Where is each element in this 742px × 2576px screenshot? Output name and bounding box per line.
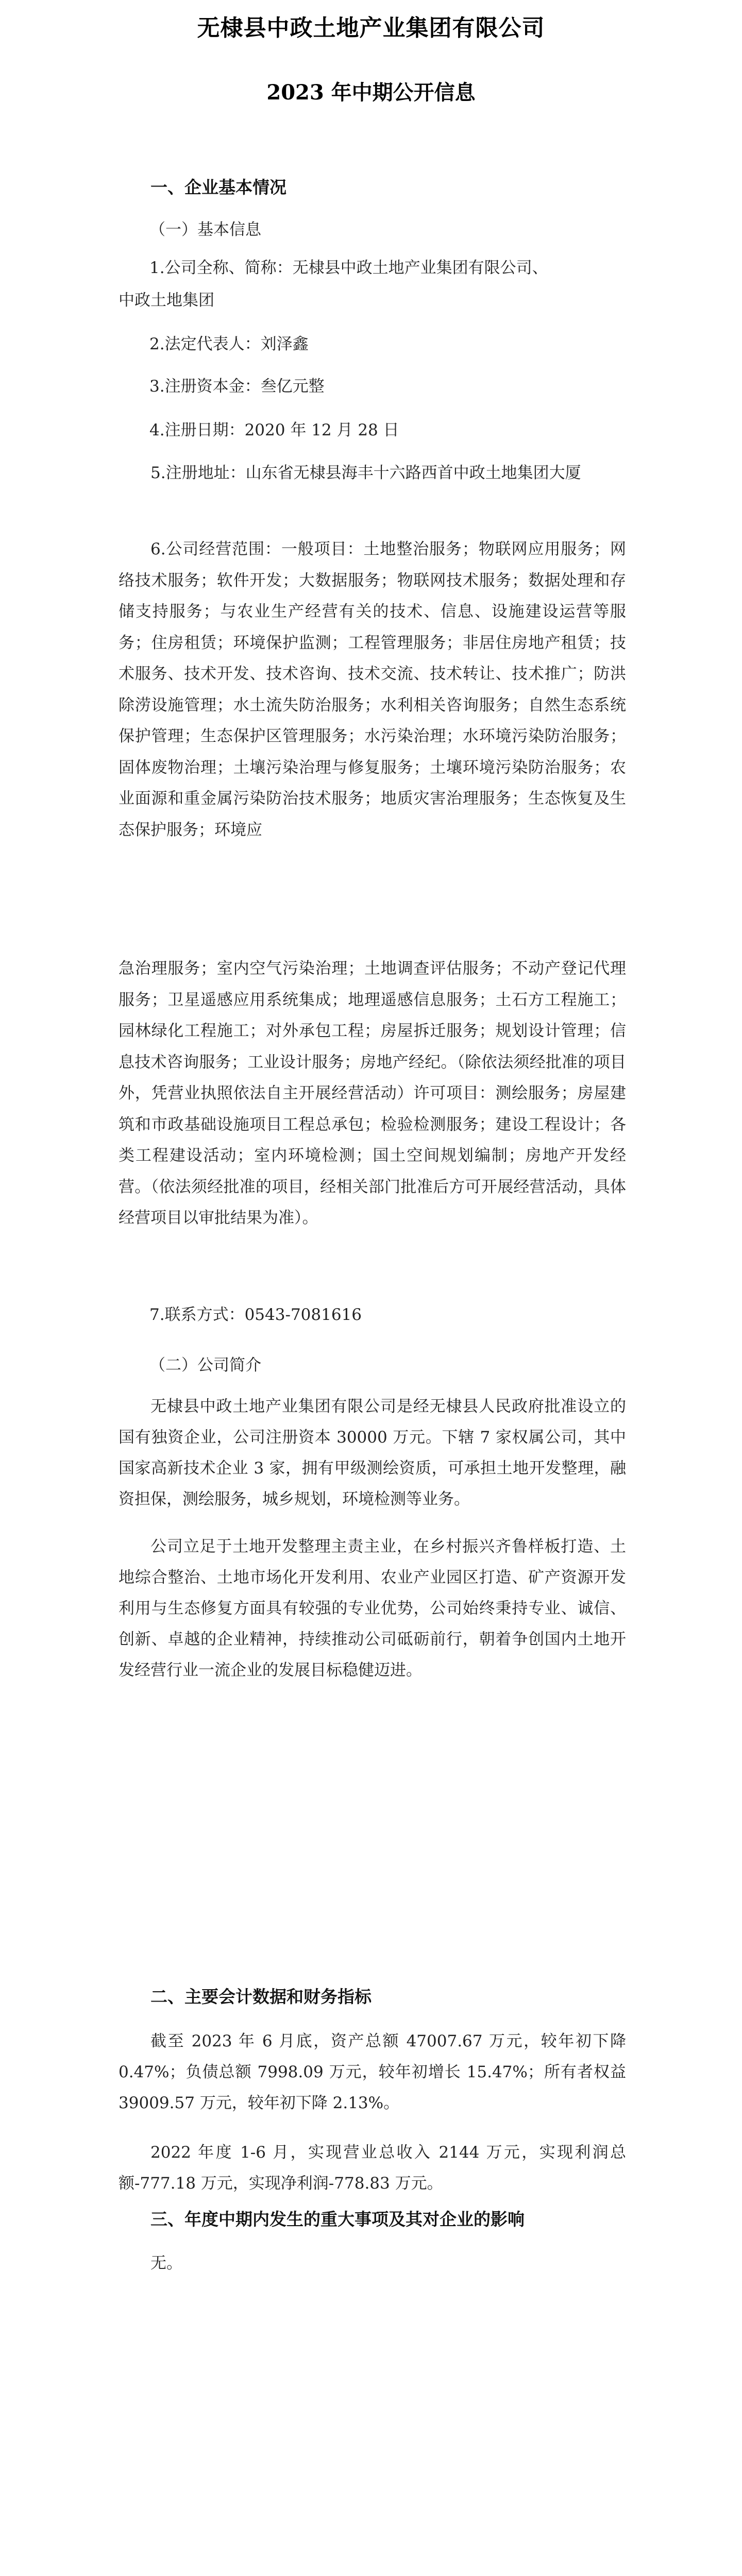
info-item-reg-date: 4.注册日期：2020 年 12 月 28 日 — [149, 421, 399, 439]
info-item-address: 5.注册地址：山东省无棣县海丰十六路西首中政土地集团大厦 — [150, 464, 581, 482]
document-title: 无棣县中政土地产业集团有限公司 — [197, 15, 545, 41]
financial-paragraph-1: 截至 2023 年 6 月底，资产总额 47007.67 万元，较年初下降 0.47%；负债总额 7998.09 万元，较年初增长 15.47%；所有者权益 39009.57 万元，较年初下降 2.13%。 — [119, 2032, 626, 2112]
major-events-paragraph: 无。 — [150, 2254, 182, 2273]
info-item-company-name: 1.公司全称、简称：无棣县中政土地产业集团有限公司、 — [149, 259, 548, 277]
info-item-scope-part2: 急治理服务；室内空气污染治理；土地调查评估服务；不动产登记代理服务；卫星遥感应用系统集成；地理遥感信息服务；土石方工程施工；园林绿化工程施工；对外承包工程；房屋拆迁服务；规划设计管理；信息技术咨询服务；工业设计服务；房地产经纪。（除依法须经批准的项目外，凭营业执照依法自主开展经营活动）许可项目：测绘服务；房屋建筑和市政基础设施项目工程总承包；检验检测服务；建设工程设计；各类工程建设活动；室内环境检测；国土空间规划编制；房地产开发经营。（依法须经批准的项目，经相关部门批准后方可开展经营活动，具体经营项目以审批结果为准）。 — [119, 959, 626, 1227]
subsection-heading-intro: （二）公司简介 — [149, 1356, 261, 1375]
financial-paragraph-2: 2022 年度 1-6 月，实现营业总收入 2144 万元，实现利润总额-777.18 万元，实现净利润-778.83 万元。 — [119, 2143, 626, 2193]
info-item-capital: 3.注册资本金：叁亿元整 — [149, 377, 325, 396]
document-subtitle: 2023 年中期公开信息 — [266, 80, 476, 105]
company-intro-paragraph-1: 无棣县中政土地产业集团有限公司是经无棣县人民政府批准设立的国有独资企业，公司注册资本 30000 万元。下辖 7 家权属公司，其中国家高新技术企业 3 家，拥有甲级测绘资质，可承担土地开发整理，融资担保，测绘服务，城乡规划，环境检测等业务。 — [119, 1397, 626, 1509]
info-item-scope-part1: 6.公司经营范围：一般项目：土地整治服务；物联网应用服务；网络技术服务；软件开发；大数据服务；物联网技术服务；数据处理和存储支持服务；与农业生产经营有关的技术、信息、设施建设运营等服务；住房租赁；环境保护监测；工程管理服务；非居住房地产租赁；技术服务、技术开发、技术咨询、技术交流、技术转让、技术推广；防洪除涝设施管理；水土流失防治服务；水利相关咨询服务；自然生态系统保护管理；生态保护区管理服务；水污染治理；水环境污染防治服务；固体废物治理；土壤污染治理与修复服务；土壤环境污染防治服务；农业面源和重金属污染防治技术服务；地质灾害治理服务；生态恢复及生态保护服务；环境应 — [119, 540, 626, 839]
info-item-legal-rep: 2.法定代表人：刘泽鑫 — [149, 335, 309, 353]
info-item-contact: 7.联系方式：0543-7081616 — [149, 1306, 362, 1324]
section-heading-basic-info: 一、企业基本情况 — [150, 177, 286, 197]
section-heading-major-events: 三、年度中期内发生的重大事项及其对企业的影响 — [150, 2209, 525, 2229]
info-item-company-name-cont: 中政土地集团 — [119, 291, 214, 310]
subsection-heading-basic: （一）基本信息 — [149, 221, 261, 239]
company-intro-paragraph-2: 公司立足于土地开发整理主责主业，在乡村振兴齐鲁样板打造、土地综合整治、土地市场化开发利用、农业产业园区打造、矿产资源开发利用与生态修复方面具有较强的专业优势，公司始终秉持专业、诚信、创新、卓越的企业精神，持续推动公司砥砺前行，朝着争创国内土地开发经营行业一流企业的发展目标稳健迈进。 — [119, 1537, 626, 1680]
section-heading-financials: 二、主要会计数据和财务指标 — [150, 1987, 372, 2007]
